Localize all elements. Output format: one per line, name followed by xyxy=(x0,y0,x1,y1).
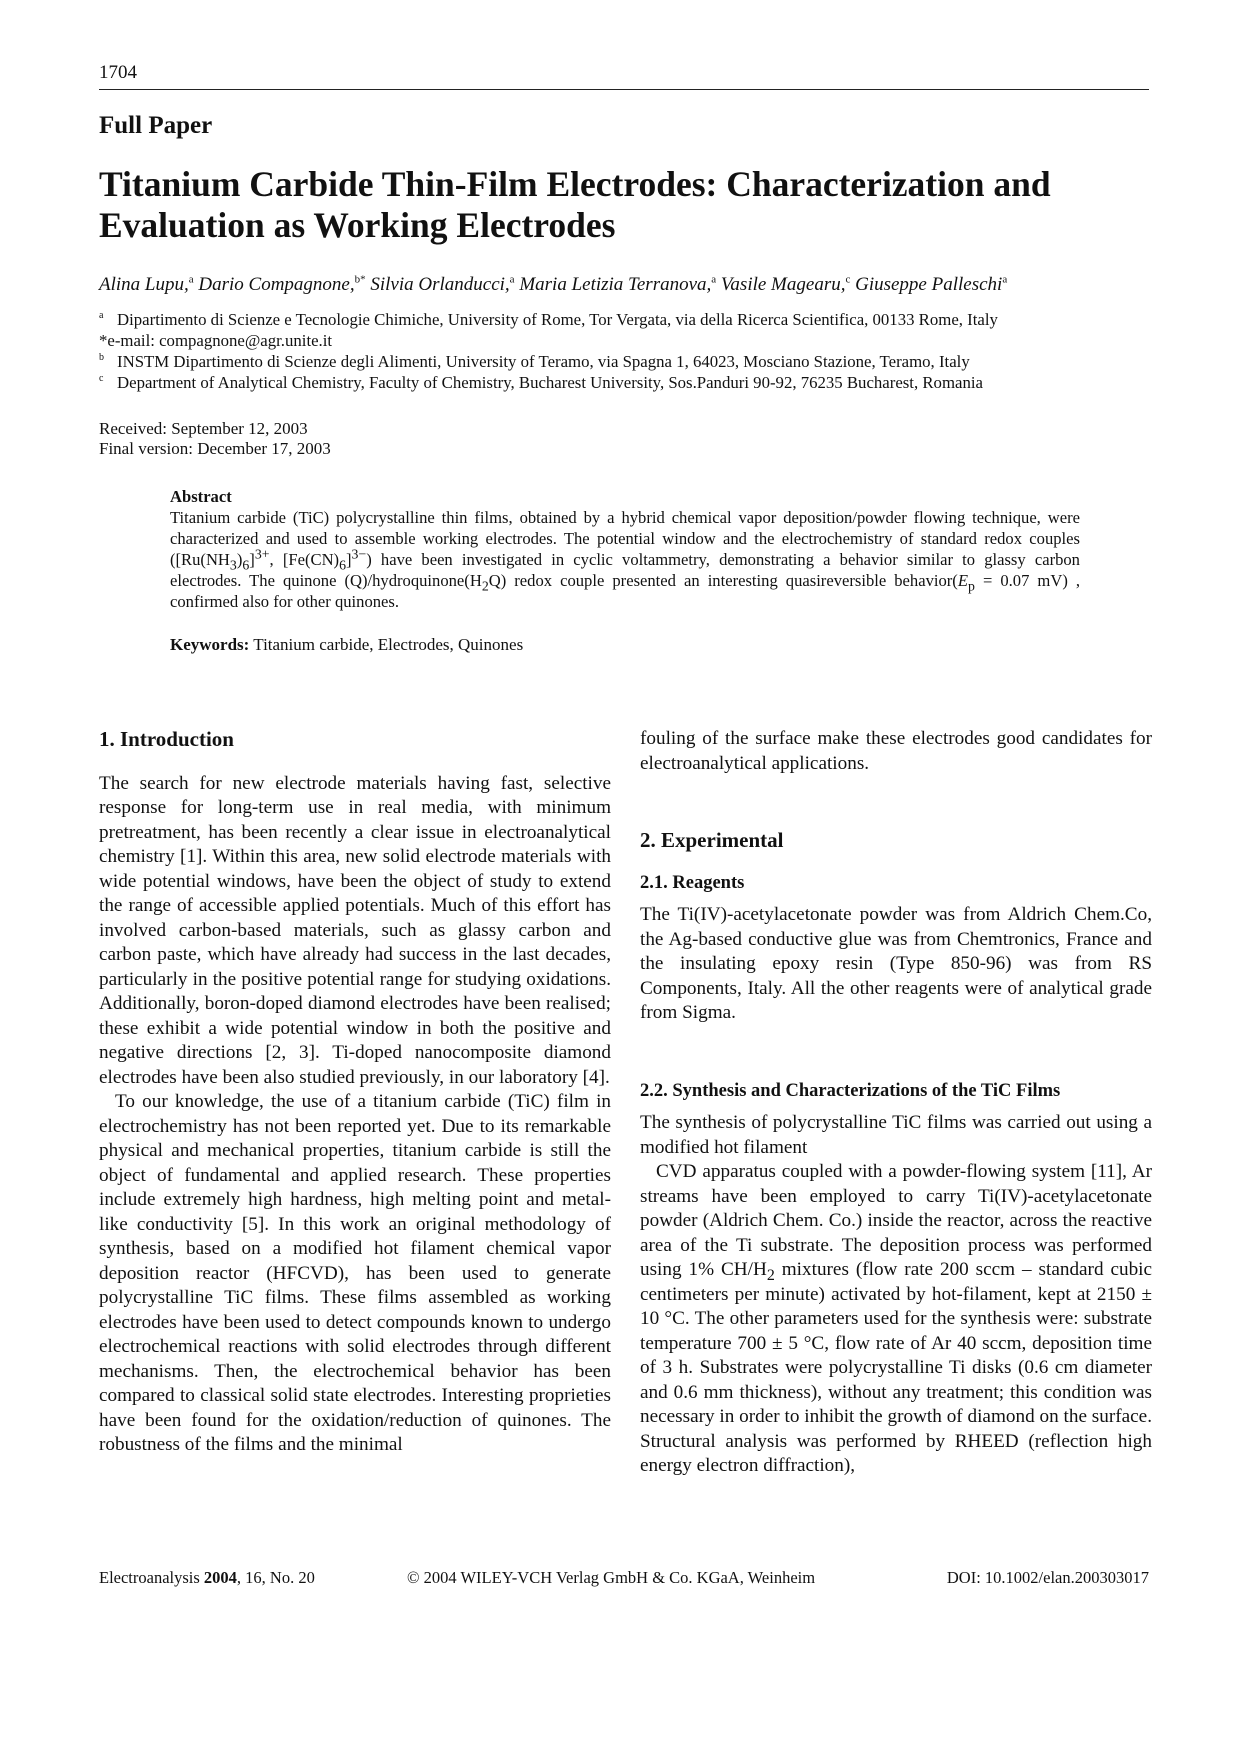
journal-name: Electroanalysis xyxy=(99,1568,200,1587)
keywords-text: Titanium carbide, Electrodes, Quinones xyxy=(253,635,524,654)
abstract xyxy=(170,486,1080,612)
doi: DOI: 10.1002/elan.200303017 xyxy=(946,1568,1149,1587)
synthesis-text-part: mixtures (flow rate 200 sccm – standard cubic centimeters per minute) activated by hot-filament, kept at 2150 ± 10 °C. The other parameters used for the synthesis were: substrate temperature 700 ± 5 °C, flow rate of Ar 40 sccm, deposition time of 3 h. Substrates were polycrystalline Ti disks (0.6 cm diameter and 0.6 mm thickness), without any treatment; this condition was necessary in order to inhibit the growth of diamond on the surface. Structural analysis was performed by RHEED (reflection high energy electron diffraction), xyxy=(640,1259,1153,1476)
author-list xyxy=(99,274,1159,296)
journal-year: 2004 xyxy=(203,1568,237,1587)
author: Maria Letizia Terranova, xyxy=(519,274,712,295)
author-affil-mark: a xyxy=(188,273,194,286)
abstract-heading: Abstract xyxy=(170,487,232,506)
copyright: © 2004 WILEY-VCH Verlag GmbH & Co. KGaA, Weinheim xyxy=(407,1568,816,1587)
reagents-paragraph: The Ti(IV)-acetylacetonate powder was from Aldrich Chem.Co, the Ag-based conductive glue was from Chemtronics, France and the insulating epoxy resin (Type 850-96) was from RS Components, Italy. All the other reagents were of analytical grade from Sigma. xyxy=(640,904,1152,1023)
right-column xyxy=(640,727,1152,1479)
author: Vasile Magearu, xyxy=(720,274,846,295)
reagents-heading: 2.1. Reagents xyxy=(640,872,745,893)
journal-volume: , 16, No. 20 xyxy=(236,1568,315,1587)
page-number: 1704 xyxy=(99,62,137,83)
author-affil-mark: b* xyxy=(354,273,366,286)
synthesis-text-part: CVD apparatus coupled with a powder-flowing system [11], Ar streams have been employed to carry Ti(IV)-acetylacetonate powder (Aldrich Chem. Co.) inside the reactor, across the reactive area of the Ti substrate. The deposition process was performed using 1% CH/H xyxy=(640,1161,1152,1280)
author: Silvia Orlanducci, xyxy=(370,274,510,295)
author: Dario Compagnone, xyxy=(198,274,355,295)
abstract-text-part: ) , confirmed also for other quinones. xyxy=(170,571,1081,611)
paper-title: Titanium Carbide Thin-Film Electrodes: Characterization and Evaluation as Working Electrodes xyxy=(99,164,1051,245)
author-affil-mark: a xyxy=(711,273,717,286)
keywords-label: Keywords: xyxy=(170,635,250,654)
author-affil-mark: c xyxy=(845,273,851,286)
journal-citation xyxy=(99,1568,315,1588)
synthesis-paragraph: CVD apparatus coupled with a powder-flowing system [11], Ar streams have been employed to carry Ti(IV)-acetylacetonate powder (Aldrich Chem. Co.) inside the reactor, across the reactive area of the Ti substrate. The deposition process was performed using 1% $CH/H_2$ mixtures (flow rate 200 sccm – standard cubic centimeters per minute) activated by hot-filament, kept at 2150 ± 10 °C. The other parameters used for the synthesis were: substrate temperature 700 ± 5 °C, flow rate of Ar 40 sccm, deposition time of 3 h. Substrates were polycrystalline Ti disks (0.6 cm diameter and 0.6 mm thickness), without any treatment; this condition was necessary in order to inhibit the growth of diamond on the surface. Structural analysis was performed by RHEED (reflection high energy electron diffraction), xyxy=(640,1161,1153,1476)
abstract-text-part: presented an interesting quasireversible behavior( xyxy=(612,571,958,590)
keywords xyxy=(170,635,523,655)
intro-paragraph: To our knowledge, the use of a titanium carbide (TiC) film in electrochemistry has not been reported yet. Due to its remarkable physical and mechanical properties, titanium carbide is still the object of fundamental and applied research. These properties include extremely high hardness, high melting point and metal-like conductivity [5]. In this work an original methodology of synthesis, based on a modified hot filament chemical vapor deposition reactor (HFCVD), has been used to generate polycrystalline TiC films. These films assembled as working electrodes have been used to detect compounds known to undergo electrochemical reactions with solid electrodes through different mechanisms. Then, the electrochemical behavior has been compared to classical solid state electrodes. Interesting proprieties have been found for the oxidation/reduction of quinones. The robustness of the films and the minimal xyxy=(99,1091,611,1455)
author-affil-mark: a xyxy=(509,273,515,286)
affiliation-a: $^a$ Dipartimento di Scienze e Tecnologie Chimiche, University of Rome, Tor Vergata, via della Ricerca Scientifica, 00133 Rome, Italy xyxy=(99,310,998,329)
author-affil-mark: a xyxy=(1002,273,1008,286)
author: Alina Lupu, xyxy=(99,274,189,295)
affiliation-c: $^c$ Department of Analytical Chemistry, Faculty of Chemistry, Bucharest University, Sos.Panduri 90-92, 76235 Bucharest, Romania xyxy=(99,373,983,392)
header-rule xyxy=(99,89,1149,90)
corresponding-email xyxy=(99,331,1169,351)
affiliation-text: INSTM Dipartimento di Scienze degli Alimenti, University of Teramo, via Spagna 1, 64023, Mosciano Stazione, Teramo, Italy xyxy=(117,352,970,371)
author: Giuseppe Palleschi xyxy=(855,274,1003,295)
synthesis-paragraph: The synthesis of polycrystalline TiC films was carried out using a modified hot filament xyxy=(640,1112,1152,1158)
synthesis-heading: 2.2. Synthesis and Characterizations of the TiC Films xyxy=(640,1080,1061,1101)
experimental-heading: 2. Experimental xyxy=(640,828,784,852)
dates xyxy=(99,419,331,459)
introduction-heading: 1. Introduction xyxy=(99,727,234,751)
affiliation-b: $^b$ INSTM Dipartimento di Scienze degli Alimenti, University of Teramo, via Spagna 1, 64023, Mosciano Stazione, Teramo, Italy xyxy=(99,352,970,371)
final-version-date: Final version: December 17, 2003 xyxy=(99,439,331,458)
affiliation-text: Department of Analytical Chemistry, Faculty of Chemistry, Bucharest University, Sos.Panduri 90-92, 76235 Bucharest, Romania xyxy=(117,373,983,392)
section-label: Full Paper xyxy=(99,112,213,139)
intro-paragraph: The search for new electrode materials having fast, selective response for long-term use in real media, with minimum pretreatment, has been recently a clear issue in electroanalytical chemistry [1]. Within this area, new solid electrode materials with wide potential windows, have been the object of study to extend the range of accessible applied potentials. Much of this effort has involved carbon-based materials, such as glassy carbon and carbon paste, which have already had success in the last decades, particularly in the positive potential range for studying oxidations. Additionally, boron-doped diamond electrodes have been realised; these exhibit a wide potential window in both the positive and negative directions [2, 3]. Ti-doped nanocomposite diamond electrodes have been also studied previously, in our laboratory [4]. xyxy=(99,772,611,1088)
email-text: *e-mail: compagnone@agr.unite.it xyxy=(99,331,333,350)
affiliation-text: Dipartimento di Scienze e Tecnologie Chimiche, University of Rome, Tor Vergata, via della Ricerca Scientifica, 00133 Rome, Italy xyxy=(117,310,998,329)
left-column xyxy=(99,727,611,1458)
intro-paragraph-continued: fouling of the surface make these electrodes good candidates for electroanalytical applications. xyxy=(640,728,1152,774)
abstract-text-part: Titanium carbide (TiC) polycrystalline thin films, obtained by a hybrid chemical vapor deposition/powder flowing technique, were characterized and used to assemble working electrodes. The potential window and the electrochemistry of standard redox couples ([Ru(NH xyxy=(170,508,1080,569)
abstract-text: Titanium carbide (TiC) polycrystalline thin films, obtained by a hybrid chemical vapor deposition/powder flowing technique, were characterized and used to assemble working electrodes. The potential window and the electrochemistry of standard redox couples ($[Ru(NH_3)_6]^{3+}$, $[Fe(CN)_6]^{3-}$) have been investigated in cyclic voltammetry, demonstrating a behavior similar to glassy carbon electrodes. The quinone $(Q)/hydroquinone(H_2Q)$ redox couple presented an interesting quasireversible $behavior(E_p = 0.07$ mV) , confirmed also for other quinones. xyxy=(170,508,1081,611)
received-date: Received: September 12, 2003 xyxy=(99,419,308,438)
